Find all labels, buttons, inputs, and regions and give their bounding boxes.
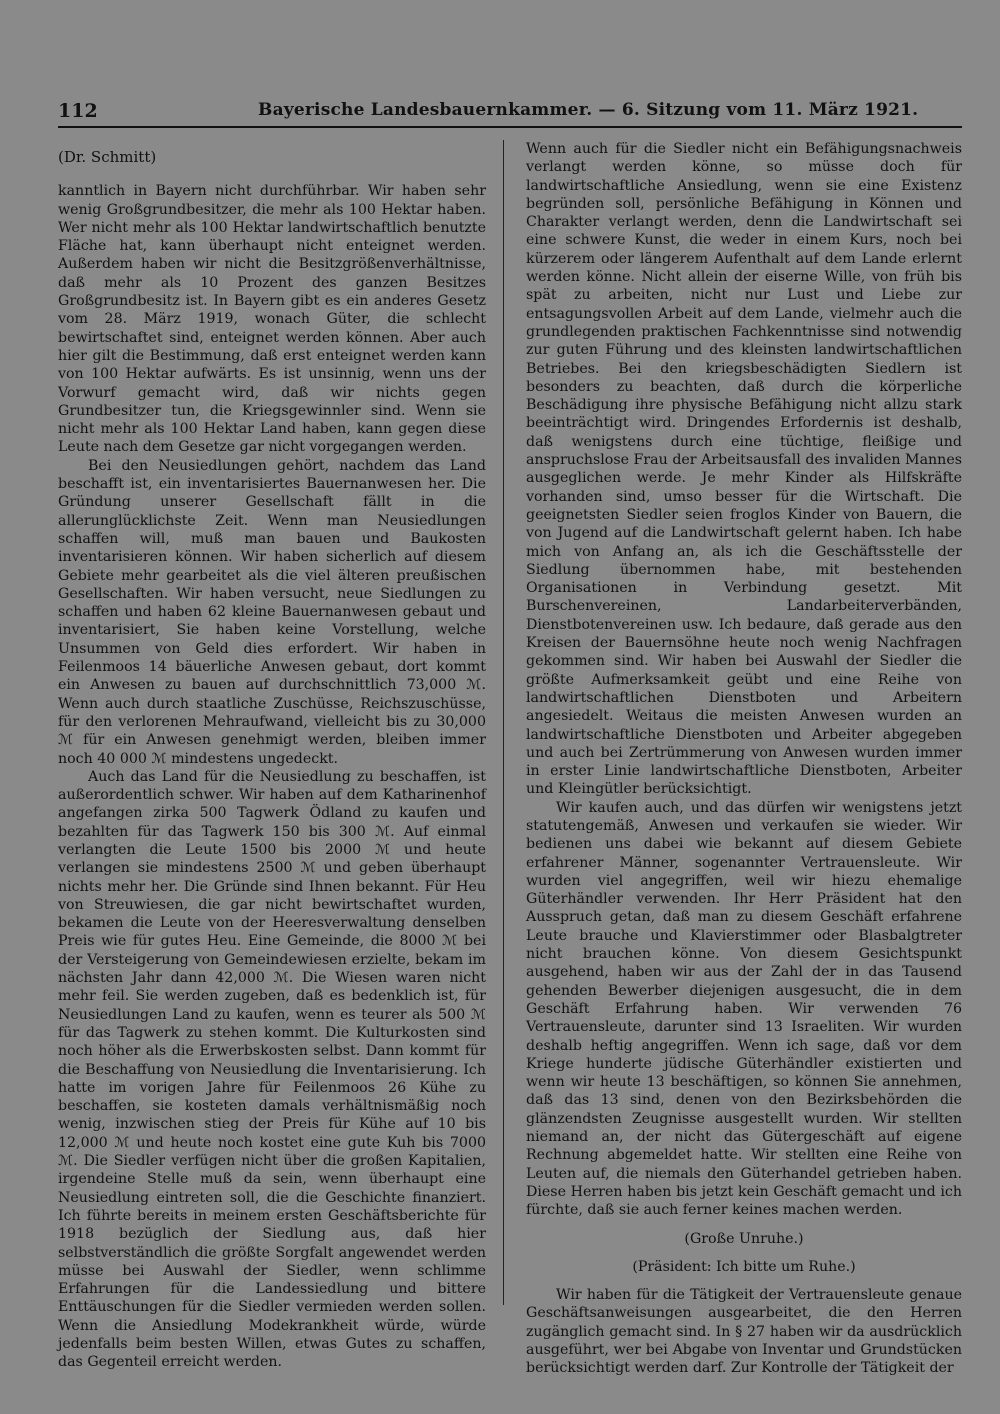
paragraph: Wir kaufen auch, und das dürfen wir wenigstens jetzt statutengemäß, Anwesen und verkaufen sie wieder. Wir bedienen uns dabei wie bekannt auf diesem Gebiete erfahrener Männer, sogenannter Vertrauensleute. Wir wurden viel angegriffen, weil wir hiezu ehemalige Güterhändler verwenden. Ihr Herr Präsident hat den Ausspruch getan, daß man zu diesem Geschäft erfahrene Leute brauche und Klavierstimmer oder Blasbalgtreter nicht brauchen könne. Von diesem Gesichtspunkt ausgehend, haben wir aus der Zahl der in das Tausend gehenden Bewerber diejenigen ausgesucht, die in dem Geschäft Erfahrung haben. Wir verwenden 76 Vertrauensleute, darunter sind 13 Israeliten. Wir wurden deshalb heftig angegriffen. Wenn ich sage, daß vor dem Kriege hunderte jüdische Güterhändler existierten und wenn wir heute 13 beschäftigen, so können Sie annehmen, daß das 13 sind, denen von den Bezirksbehörden die glänzendsten Zeugnisse ausgestellt wurden. Wir stellten niemand an, der nicht das Gütergeschäft auf eigene Rechnung abgemeldet hatte. Wir stellten eine Reihe von Leuten auf, die niemals den Güterhandel getrieben haben. Diese Herren haben bis jetzt kein Geschäft gemacht und ich fürchte, daß sie auch ferner keines machen werden. <box>526 799 962 1219</box>
paragraph: Wir haben für die Tätigkeit der Vertrauensleute genaue Geschäftsanweisungen ausgearbeitet, die den Herren zugänglich gemacht sind. In § 27 haben wir da ausdrücklich ausgeführt, wer bei Abgabe von Inventar und Grundstücken berücksichtigt werden darf. Zur Kontrolle der Tätigkeit der <box>526 1287 962 1377</box>
page-header <box>58 100 962 126</box>
interjection: (Präsident: Ich bitte um Ruhe.) <box>632 1258 856 1275</box>
running-title: Bayerische Landesbauernkammer. — 6. Sitzung vom 11. März 1921. <box>258 100 919 120</box>
page-number: 112 <box>58 100 98 122</box>
paragraph: Bei den Neusiedlungen gehört, nachdem das Land beschafft ist, ein inventarisiertes Bauernanwesen her. Die Gründung unserer Gesellschaft fällt in die allerunglücklichste Zeit. Wenn man Neusiedlungen schaffen will, muß man bauen und Baukosten inventarisieren können. Wir haben sicherlich auf diesem Gebiete mehr gearbeitet als die viel älteren preußischen Gesellschaften. Wir haben versucht, neue Siedlungen zu schaffen und haben 62 kleine Bauernanwesen gebaut und inventarisiert, Sie haben keine Vorstellung, welche Unsummen von Geld dies erfordert. Wir haben in Feilenmoos 14 bäuerliche Anwesen gebaut, dort kommt ein Anwesen zu bauen auf durchschnittlich 73,000 ℳ. Wenn auch durch staatliche Zuschüsse, Reichszuschüsse, für den verlorenen Mehraufwand, vielleicht bis zu 30,000 ℳ für ein Anwesen genehmigt werden, bleiben immer noch 40 000 ℳ mindestens ungedeckt. <box>58 457 486 767</box>
right-column <box>526 140 962 1378</box>
left-column <box>58 140 486 1372</box>
speaker-name: (Dr. Schmitt) <box>58 148 157 166</box>
column-divider <box>503 140 504 1305</box>
paragraph: kanntlich in Bayern nicht durchführbar. Wir haben sehr wenig Großgrundbesitzer, die mehr als 100 Hektar haben. Wer nicht mehr als 100 Hektar landwirtschaftlich benutzte Fläche hat, kann überhaupt nicht enteignet werden. Außerdem haben wir nicht die Besitzgrößenverhältnisse, daß mehr als 10 Prozent des ganzen Besitzes Großgrundbesitz ist. In Bayern gibt es ein anderes Gesetz vom 28. März 1919, wonach Güter, die schlecht bewirtschaftet sind, enteignet werden können. Aber auch hier gilt die Bestimmung, daß erst enteignet werden kann von 100 Hektar aufwärts. Es ist unsinnig, wenn uns der Vorwurf gemacht wird, daß wir nichts gegen Grundbesitzer tun, die Kriegsgewinnler sind. Wenn sie nicht mehr als 100 Hektar Land haben, kann gegen diese Leute nach dem Gesetze gar nicht vorgegangen werden. <box>58 183 486 456</box>
paragraph: Wenn auch für die Siedler nicht ein Befähigungsnachweis verlangt werden könne, so müsse doch für landwirtschaftliche Ansiedlung, wenn sie eine Existenz begründen soll, persönliche Befähigung in Können und Charakter verlangt werden, denn die Landwirtschaft sei eine schwere Kunst, die weder in einem Kurs, noch bei kürzerem oder längerem Aufenthalt auf dem Lande erlernt werden könne. Nicht allein der eiserne Wille, von früh bis spät zu arbeiten, nicht nur Lust und Liebe zur entsagungsvollen Arbeit auf dem Lande, vielmehr auch die grundlegenden praktischen Fachkenntnisse sind notwendig zur guten Führung und des kleinsten landwirtschaftlichen Betriebes. Bei den kriegsbeschädigten Siedlern ist besonders zu beachten, daß durch die körperliche Beschädigung ihre physische Befähigung nicht allzu stark beeinträchtigt wird. Dringendes Erfordernis ist deshalb, daß wenigstens durch eine tüchtige, fleißige und anspruchslose Frau der Arbeitsausfall des invaliden Mannes ausgeglichen werde. Je mehr Kinder als Hilfskräfte vorhanden sind, umso besser für die Wirtschaft. Die geeignetsten Siedler seien froglos Kinder von Bauern, die von Jugend auf die Landwirtschaft gelernt haben. Ich habe mich von Anfang an, als ich die Geschäftsstelle der Siedlung übernommen habe, mit bestehenden Organisationen in Verbindung gesetzt. Mit Burschenvereinen, Landarbeiterverbänden, Dienstbotenvereinen usw. Ich bedaure, daß gerade aus den Kreisen der Bauernsöhne heute noch wenig Nachfragen gekommen sind. Wir haben bei Auswahl der Siedler die größte Aufmerksamkeit geübt und eine Reihe von landwirtschaftlichen Dienstboten und Arbeitern angesiedelt. Weitaus die meisten Anwesen wurden an landwirtschaftliche Dienstboten und Arbeiter abgegeben und auch bei Zertrümmerung von Anwesen wurden immer in erster Linie landwirtschaftliche Dienstboten, Arbeiter und Kleingütler berücksichtigt. <box>526 141 962 798</box>
interjection: (Große Unruhe.) <box>684 1230 804 1247</box>
paragraph: Auch das Land für die Neusiedlung zu beschaffen, ist außerordentlich schwer. Wir haben auf dem Katharinenhof angefangen zirka 500 Tagwerk Ödland zu kaufen und bezahlten für das Tagwerk 150 bis 300 ℳ. Auf einmal verlangten die Leute 1500 bis 2000 ℳ und heute verlangen sie mindestens 2500 ℳ und geben überhaupt nichts mehr her. Die Gründe sind Ihnen bekannt. Für Heu von Streuwiesen, die gar nicht bewirtschaftet wurden, bekamen die Leute von der Heeresverwaltung denselben Preis wie für gutes Heu. Eine Gemeinde, die 8000 ℳ bei der Versteigerung von Gemeindewiesen erzielte, bekam im nächsten Jahr dann 42,000 ℳ. Die Wiesen waren nicht mehr feil. Sie werden zugeben, daß es bedenklich ist, für Neusiedlungen Land zu kaufen, wenn es teurer als 500 ℳ für das Tagwerk zu stehen kommt. Die Kulturkosten sind noch höher als die Erwerbskosten selbst. Dann kommt für die Beschaffung von Neusiedlung die Inventarisierung. Ich hatte im vorigen Jahre für Feilenmoos 26 Kühe zu beschaffen, sie kosteten damals verhältnismäßig noch wenig, inzwischen stieg der Preis für Kühe auf 10 bis 12,000 ℳ und heute noch kostet eine gute Kuh bis 7000 ℳ. Die Siedler verfügen nicht über die großen Kapitalien, irgendeine Stelle muß da sein, wenn überhaupt eine Neusiedlung eintreten soll, die die Geschichte finanziert. Ich führte bereits in meinem ersten Geschäftsberichte für 1918 bezüglich der Siedlung aus, daß hier selbstverständlich die größte Sorgfalt angewendet werden müsse bei Auswahl der Siedler, wenn schlimme Erfahrungen für die Landessiedlung und bittere Enttäuschungen für die Siedler vermieden werden sollen. Wenn die Ansiedlung Modekrankheit würde, würde jedenfalls beim besten Willen, etwas Gutes zu schaffen, das Gegenteil erreicht werden. <box>58 768 486 1371</box>
header-rule <box>58 126 962 128</box>
